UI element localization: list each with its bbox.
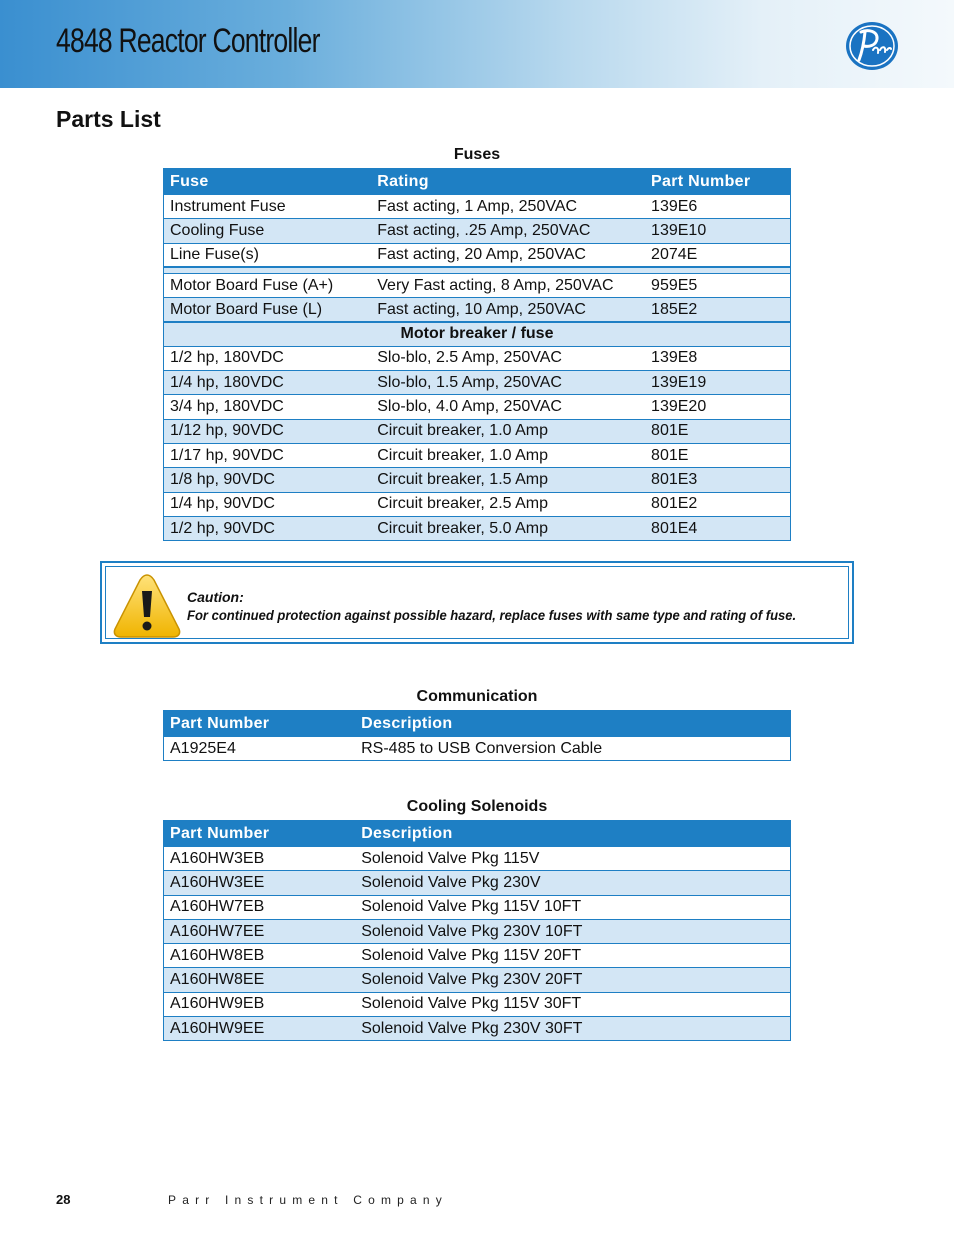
table-cell: Circuit breaker, 1.0 Amp bbox=[371, 419, 645, 443]
table-cell: A160HW7EE bbox=[164, 919, 356, 943]
parr-logo bbox=[844, 20, 900, 72]
table-cell: 1/4 hp, 180VDC bbox=[164, 371, 372, 395]
table-row bbox=[164, 968, 791, 992]
column-header-part-number: Part Number bbox=[645, 169, 790, 195]
table-cell: Solenoid Valve Pkg 115V bbox=[355, 847, 790, 871]
column-header-part-number: Part Number bbox=[164, 711, 356, 737]
table-row bbox=[164, 195, 791, 219]
table-cell: Motor Board Fuse (L) bbox=[164, 298, 372, 322]
table-cell: 139E19 bbox=[645, 371, 790, 395]
table-row bbox=[164, 895, 791, 919]
table-cell: Circuit breaker, 1.0 Amp bbox=[371, 443, 645, 467]
table-cell: 139E10 bbox=[645, 219, 790, 243]
motor-breaker-subheading-row bbox=[164, 322, 791, 346]
table-cell: Circuit breaker, 2.5 Amp bbox=[371, 492, 645, 516]
table-row bbox=[164, 346, 791, 370]
table-cell: A160HW3EB bbox=[164, 847, 356, 871]
table-cell: A1925E4 bbox=[164, 737, 356, 761]
table-cell: A160HW3EE bbox=[164, 871, 356, 895]
table-row bbox=[164, 871, 791, 895]
cooling-header-row bbox=[164, 821, 791, 847]
column-header-description: Description bbox=[355, 821, 790, 847]
table-cell: A160HW9EE bbox=[164, 1017, 356, 1041]
column-header-rating: Rating bbox=[371, 169, 645, 195]
table-cell: 1/2 hp, 90VDC bbox=[164, 516, 372, 540]
table-cell: Slo-blo, 4.0 Amp, 250VAC bbox=[371, 395, 645, 419]
table-cell: Solenoid Valve Pkg 230V 20FT bbox=[355, 968, 790, 992]
table-row bbox=[164, 443, 791, 467]
table-cell: 3/4 hp, 180VDC bbox=[164, 395, 372, 419]
table-cell: Fast acting, 10 Amp, 250VAC bbox=[371, 298, 645, 322]
table-cell: 801E4 bbox=[645, 516, 790, 540]
table-row bbox=[164, 419, 791, 443]
table-cell: 801E bbox=[645, 419, 790, 443]
caution-title: Caution: bbox=[187, 589, 244, 605]
table-row bbox=[164, 1017, 791, 1041]
table-row bbox=[164, 243, 791, 267]
table-cell: Cooling Fuse bbox=[164, 219, 372, 243]
table-cell: 959E5 bbox=[645, 273, 790, 297]
table-cell: 139E8 bbox=[645, 346, 790, 370]
table-row bbox=[164, 992, 791, 1016]
table-cell: A160HW9EB bbox=[164, 992, 356, 1016]
table-cell: 2074E bbox=[645, 243, 790, 267]
table-cell: A160HW7EB bbox=[164, 895, 356, 919]
fuses-header-row bbox=[164, 169, 791, 195]
table-cell: 139E20 bbox=[645, 395, 790, 419]
table-row bbox=[164, 737, 791, 761]
column-header-description: Description bbox=[355, 711, 790, 737]
table-cell: 801E3 bbox=[645, 468, 790, 492]
communication-table bbox=[163, 710, 791, 761]
table-row bbox=[164, 944, 791, 968]
table-row bbox=[164, 492, 791, 516]
table-cell: 801E bbox=[645, 443, 790, 467]
caution-box bbox=[100, 561, 854, 644]
footer-company: Parr Instrument Company bbox=[168, 1193, 448, 1207]
table-row bbox=[164, 298, 791, 322]
subheading-cell: Motor breaker / fuse bbox=[164, 322, 791, 346]
page-heading: Parts List bbox=[56, 106, 161, 132]
communication-caption: Communication bbox=[416, 688, 538, 705]
table-cell: Fast acting, .25 Amp, 250VAC bbox=[371, 219, 645, 243]
table-cell: Line Fuse(s) bbox=[164, 243, 372, 267]
table-cell: Fast acting, 1 Amp, 250VAC bbox=[371, 195, 645, 219]
table-cell: A160HW8EB bbox=[164, 944, 356, 968]
communication-header-row bbox=[164, 711, 791, 737]
table-cell: 1/2 hp, 180VDC bbox=[164, 346, 372, 370]
document-title: 4848 Reactor Controller bbox=[56, 22, 320, 60]
table-cell: Slo-blo, 1.5 Amp, 250VAC bbox=[371, 371, 645, 395]
table-cell: Solenoid Valve Pkg 230V bbox=[355, 871, 790, 895]
cooling-caption: Cooling Solenoids bbox=[406, 798, 548, 815]
table-cell: Solenoid Valve Pkg 115V 10FT bbox=[355, 895, 790, 919]
table-cell: Solenoid Valve Pkg 115V 30FT bbox=[355, 992, 790, 1016]
table-cell: 1/12 hp, 90VDC bbox=[164, 419, 372, 443]
table-row bbox=[164, 371, 791, 395]
fuses-table bbox=[163, 168, 791, 541]
table-cell: RS-485 to USB Conversion Cable bbox=[355, 737, 790, 761]
table-cell: 801E2 bbox=[645, 492, 790, 516]
table-cell: Fast acting, 20 Amp, 250VAC bbox=[371, 243, 645, 267]
table-cell: Instrument Fuse bbox=[164, 195, 372, 219]
table-cell: 1/17 hp, 90VDC bbox=[164, 443, 372, 467]
table-row bbox=[164, 516, 791, 540]
table-cell: 139E6 bbox=[645, 195, 790, 219]
table-cell: A160HW8EE bbox=[164, 968, 356, 992]
caution-text: For continued protection against possible hazard, replace fuses with same type and rating of fuse. bbox=[187, 607, 797, 623]
table-cell: Very Fast acting, 8 Amp, 250VAC bbox=[371, 273, 645, 297]
table-cell: Solenoid Valve Pkg 115V 20FT bbox=[355, 944, 790, 968]
table-cell: Motor Board Fuse (A+) bbox=[164, 273, 372, 297]
warning-icon bbox=[111, 571, 183, 639]
column-header-part-number: Part Number bbox=[164, 821, 356, 847]
table-cell: Slo-blo, 2.5 Amp, 250VAC bbox=[371, 346, 645, 370]
fuses-caption: Fuses bbox=[453, 146, 501, 163]
table-row bbox=[164, 219, 791, 243]
cooling-table bbox=[163, 820, 791, 1041]
table-cell: Circuit breaker, 1.5 Amp bbox=[371, 468, 645, 492]
column-header-fuse: Fuse bbox=[164, 169, 372, 195]
table-cell: Circuit breaker, 5.0 Amp bbox=[371, 516, 645, 540]
table-cell: 185E2 bbox=[645, 298, 790, 322]
table-row bbox=[164, 273, 791, 297]
table-cell: 1/4 hp, 90VDC bbox=[164, 492, 372, 516]
table-row bbox=[164, 395, 791, 419]
table-cell: 1/8 hp, 90VDC bbox=[164, 468, 372, 492]
page-number: 28 bbox=[56, 1192, 71, 1207]
table-row bbox=[164, 847, 791, 871]
table-cell: Solenoid Valve Pkg 230V 10FT bbox=[355, 919, 790, 943]
table-row bbox=[164, 468, 791, 492]
table-row bbox=[164, 919, 791, 943]
table-cell: Solenoid Valve Pkg 230V 30FT bbox=[355, 1017, 790, 1041]
